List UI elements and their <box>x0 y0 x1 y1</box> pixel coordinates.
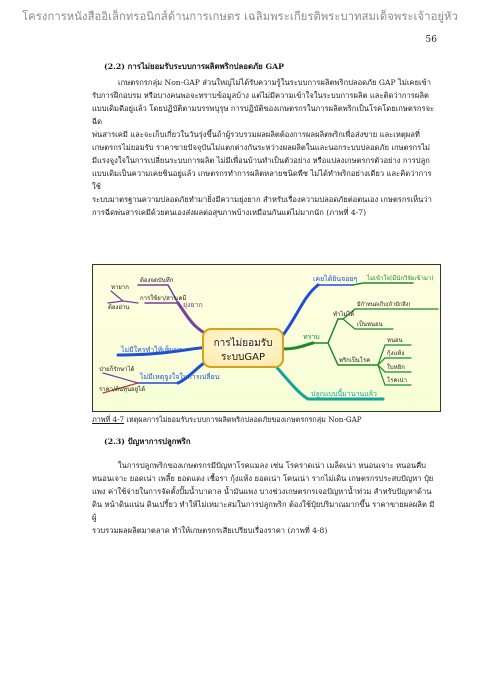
paragraph-line: ระบบมาตรฐานความปลอดภัยทำมายิ่งมีความยุ่งยาก สำหรับเรื่องความปลอดภัยต่อตนเอง เกษตรกรเห็นว่า <box>92 195 432 204</box>
book-header: โครงการหนังสืออิเล็กทรอนิกส์ด้านการเกษตร เฉลิมพระเกียรติพระบาทสมเด็จพระเจ้าอยู่หัว <box>22 10 458 23</box>
branch-line <box>103 373 138 383</box>
section-paragraph <box>92 76 438 284</box>
label-disease-3: ใบหยิก <box>387 364 405 371</box>
figure-caption <box>92 415 362 426</box>
mindmap-center-line1: การไม่ยอมรับ <box>213 338 273 349</box>
figure-label: ภาพที่ 4-7 <box>92 415 125 424</box>
branch-line <box>283 285 318 335</box>
label-hard-find: หายาก <box>111 284 129 291</box>
paragraph-line: แบบเดิมดีอยู่แล้ว โดยปฏิบัติตามบรรพบุรุษ การปฏิบัติของเกษตรกรในการผลิตพริกเป็นโรคโดยเกษตรกรจะฉีด <box>92 104 435 126</box>
label-dont-know: ทราบ <box>303 333 320 341</box>
label-not-understand: ไม่เข้าใจ(มีนักวิจัยเข้ามา) <box>367 275 434 282</box>
paragraph-line: ดิน หน้าดินแน่น ดินเปรี้ยว ทำให้ไม่เหมาะสมในการปลูกพริก ต้องใช้ปุ๋ยปริมาณมากขึ้น ราคาขายผลผลิต มีผู้ <box>92 500 435 522</box>
branch-line <box>283 343 313 349</box>
label-have-buyer: มีกำหนดเก็บ(ถ้ามีกลึง) <box>357 302 411 308</box>
branch-line <box>111 291 138 303</box>
branch-line <box>328 319 343 343</box>
paragraph-line: เกษตรกรกลุ่ม Non-GAP ส่วนใหญ่ไม่ได้รับความรู้ในระบบการผลิตพริกปลอดภัย GAP ไม่เคยเข้า <box>118 78 432 87</box>
mindmap-svg <box>93 265 440 411</box>
page-number: 56 <box>425 35 437 45</box>
paragraph-line: เกษตรกรไม่ยอมรับ ราคาขายปัจจุบันไม่แตกต่างกันระหว่างผลผลิตในและนอกระบบปลอดภัย เกษตรกรไม่ <box>92 143 431 152</box>
section-heading: (2.2) การไม่ยอมรับระบบการผลิตพริกปลอดภัย GAP <box>104 62 285 71</box>
label-chem: การใช้ยา/สารเคมี <box>140 295 187 302</box>
paragraph-line: แบบเดิมเป็นความเคยชินอยู่แล้ว เกษตรกรทำการผลิตหลายชนิดพืช ไม่ได้ทำพริกอย่างเดียว และคิดว่าการใช้ <box>92 169 432 191</box>
label-disease-4: โรคเน่า <box>387 377 407 384</box>
mindmap-figure <box>92 264 441 412</box>
label-disease: พริกเป็นโรค <box>339 357 371 364</box>
paragraph-line: หนอนเจาะ ยอดเน่า เพลี้ย ยอดแดง เชื้อรา กุ้งแห้ง ยอดเน่า โคนเน่า รากไม่เดิน เกษตรกรประสบปัญหา ปุ๋ย <box>92 474 434 483</box>
paragraph-line: รับการฝึกอบรม หรือบางคนพอจะทราบข้อมูลบ้าง แต่ไม่มีความเข้าใจในระบบการผลิต และติดว่าการผลิต <box>92 91 429 100</box>
branch-line <box>353 283 413 285</box>
label-long-time: ปลูกแบบนี้มานานแล้ว <box>311 390 377 398</box>
paragraph-line: แพง ค่าใช้จ่ายในการจัดตั้งปั๊มน้ำบาดาล น้ำมันแพง บางช่วงเกษตรกรเจอปัญหาน้ำท่วม สำหรับปัญหาด้าน <box>92 487 432 496</box>
label-no-motive: ไม่มีเหตุจูงใจในการเปลี่ยน <box>140 373 220 381</box>
paragraph-line: พ่นสารเคมี และจะเก็บเกี่ยวในวันรุ่งขึ้นถ้าผู้รวบรวมผลผลิตต้องการผลผลิตพริกเพื่อส่งขาย และเหตุผลที่ <box>92 130 420 139</box>
paragraph-line: มีแรงจูงใจในการเปลี่ยนระบบการผลิต ไม่มีเพื่อนบ้านทำเป็นตัวอย่าง หรือแปลงเกษตรกรตัวอย่าง การปลูก <box>92 156 430 165</box>
branch-line <box>108 301 123 303</box>
label-not-do: ทำไม่ได้ <box>333 311 355 318</box>
paragraph-line: รวบรวมผลผลิตมาตลาด ทำให้เกษตรกรเสียเปรียบเรื่องราคา (ภาพที่ 4-8) <box>92 526 328 535</box>
label-never-heard: เคยได้ยินจอยๆ <box>313 275 358 283</box>
label-disease-2: กุ้งแห้ง <box>387 350 405 357</box>
label-price: ราคา/ต้นทุนอยู่ได้ <box>99 386 146 393</box>
label-must-read: ต้องอ่าน <box>108 304 130 311</box>
label-disease-1: หนอน <box>387 337 403 344</box>
paragraph-line: การฉีดพ่นสารเคมีด้วยตนเองส่งผลต่อสุขภาพบ้างเหมือนกันแต่ไม่มากนัก (ภาพที่ 4-7) <box>92 208 367 217</box>
section-paragraph <box>92 459 438 537</box>
paragraph-line: ในการปลูกพริกของเกษตรกรมีปัญหาโรคแมลง เช่น โรคราดเน่า เมล็ดเน่า หนอนเจาะ หนอนคืบ <box>118 461 426 470</box>
label-complicated: ยุ่งยาก <box>183 301 203 309</box>
label-no-one: ไม่มีใครทำให้เห็นผล <box>121 346 183 354</box>
label-record: ต้องจดบันทึก <box>140 277 174 284</box>
mindmap-center-line2: ระบบGAP <box>220 352 266 363</box>
branch-line <box>343 309 438 319</box>
figure-caption-text: เหตุผลการไม่ยอมรับระบบการผลิตพริกปลอดภัยของเกษตรกรกลุ่ม Non-GAP <box>124 415 362 424</box>
label-organic: ป่ายก็รักษาได้ <box>99 366 135 373</box>
section-heading: (2.3) ปัญหาการปลูกพริก <box>104 437 191 446</box>
label-is-disease: เป็นหนอน <box>357 321 383 328</box>
